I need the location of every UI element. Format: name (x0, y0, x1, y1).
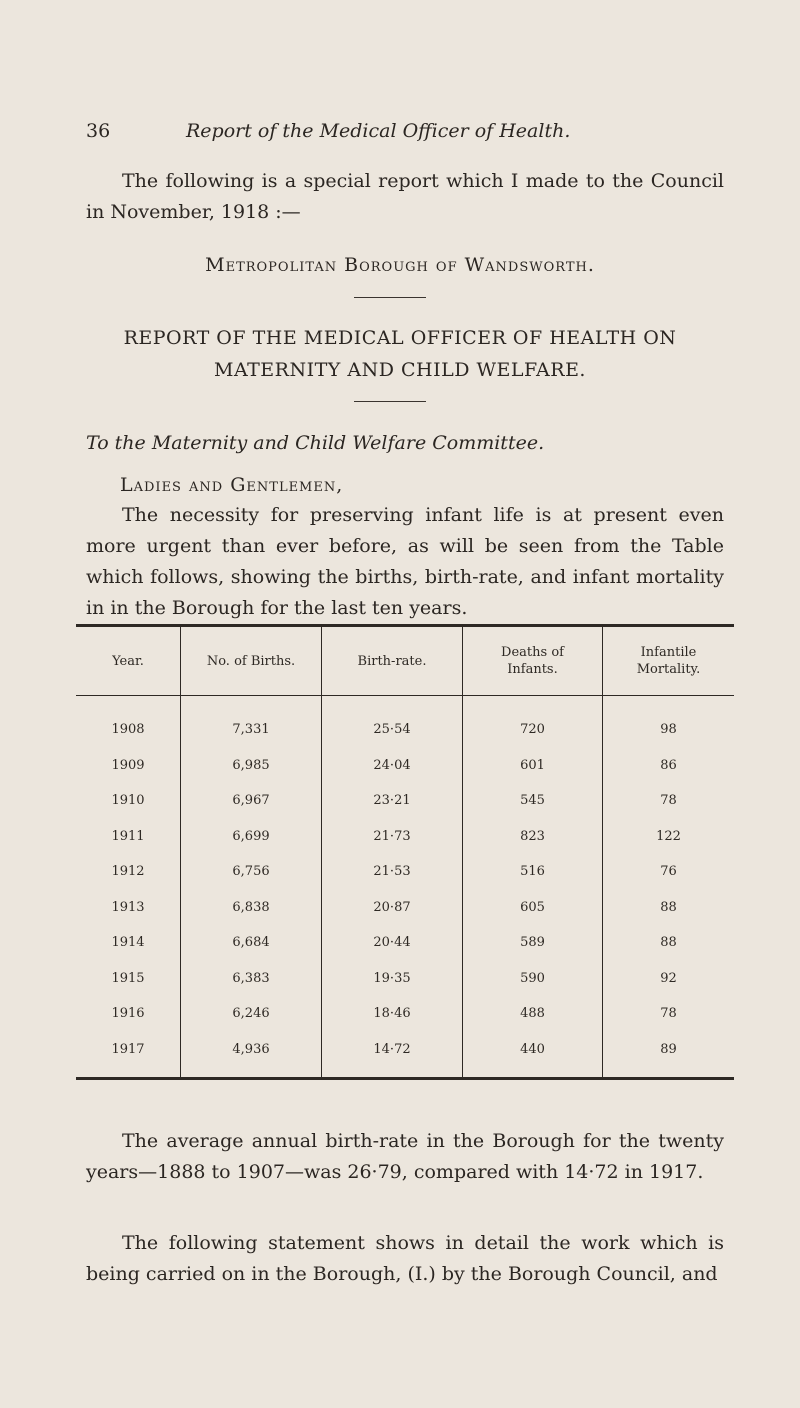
cell-deaths: 605 (463, 890, 603, 926)
running-title: Report of the Medical Officer of Health. (186, 120, 571, 142)
divider-1 (354, 297, 426, 298)
cell-mortality: 88 (603, 925, 735, 961)
cell-mortality: 76 (603, 854, 735, 890)
cell-year: 1917 (111, 1041, 145, 1057)
body-paragraph: The necessity for preserving infant life is at present even more urgent than ever before, as will be seen from the Table which follows, showing the births, birth-rate, and infant mortality in in the Borough for the last ten years. (86, 504, 724, 619)
cell-mortality: 92 (603, 961, 735, 997)
page-header (86, 120, 570, 142)
closing-paragraph-1: The average annual birth-rate in the Borough for the twenty years—1888 to 1907—was 26·79, compared with 14·72 in 1917. (86, 1130, 724, 1183)
cell-deaths: 590 (463, 961, 603, 997)
cell-births: 6,684 (181, 925, 322, 961)
cell-births: 6,246 (181, 996, 322, 1032)
cell-birthrate: 21·73 (322, 819, 463, 855)
addressee: To the Maternity and Child Welfare Committee. (86, 432, 545, 454)
borough-name: Metropolitan Borough of Wandsworth. (205, 254, 595, 276)
divider-2 (354, 401, 426, 402)
cell-mortality: 122 (603, 819, 735, 855)
cell-deaths: 545 (463, 783, 603, 819)
table-row (76, 961, 734, 997)
cell-mortality: 98 (603, 696, 735, 748)
cell-births: 6,756 (181, 854, 322, 890)
salutation: Ladies and Gentlemen, (120, 474, 344, 496)
cell-mortality: 86 (603, 748, 735, 784)
intro-paragraph: The following is a special report which I made to the Council in November, 1918 :— (86, 170, 724, 223)
col-year-header: Year. (76, 627, 181, 696)
cell-year: 1914 (111, 935, 145, 951)
cell-birthrate: 18·46 (322, 996, 463, 1032)
col-deaths-header: Deaths of Infants. (463, 627, 603, 696)
cell-deaths: 488 (463, 996, 603, 1032)
table-row (76, 925, 734, 961)
cell-births: 6,967 (181, 783, 322, 819)
cell-deaths: 601 (463, 748, 603, 784)
cell-birthrate: 14·72 (322, 1032, 463, 1079)
cell-year: 1912 (111, 864, 145, 880)
report-title-line-2: MATERNITY AND CHILD WELFARE. (214, 359, 586, 381)
cell-births: 6,383 (181, 961, 322, 997)
table-row (76, 748, 734, 784)
table-header-row (76, 627, 734, 696)
mortality-table (76, 624, 734, 1080)
cell-year: 1916 (111, 1006, 145, 1022)
col-mortality-header: Infantile Mortality. (603, 627, 735, 696)
table-row (76, 890, 734, 926)
closing-paragraph-2: The following statement shows in detail the work which is being carried on in the Borough, (I.) by the Borough Council, and (86, 1232, 724, 1285)
cell-birthrate: 25·54 (322, 696, 463, 748)
report-title-line-1: REPORT OF THE MEDICAL OFFICER OF HEALTH ON (123, 327, 677, 349)
cell-birthrate: 20·87 (322, 890, 463, 926)
cell-mortality: 78 (603, 783, 735, 819)
cell-births: 6,985 (181, 748, 322, 784)
cell-deaths: 720 (463, 696, 603, 748)
cell-year: 1910 (111, 793, 145, 809)
cell-mortality: 88 (603, 890, 735, 926)
cell-birthrate: 19·35 (322, 961, 463, 997)
cell-births: 7,331 (181, 696, 322, 748)
cell-mortality: 78 (603, 996, 735, 1032)
table-row (76, 783, 734, 819)
table-row (76, 819, 734, 855)
col-birthrate-header: Birth-rate. (322, 627, 463, 696)
page-number: 36 (86, 120, 111, 142)
cell-deaths: 823 (463, 819, 603, 855)
cell-year: 1909 (111, 757, 145, 773)
table-row (76, 996, 734, 1032)
cell-birthrate: 24·04 (322, 748, 463, 784)
cell-year: 1908 (111, 722, 145, 738)
table-row (76, 696, 734, 748)
cell-birthrate: 23·21 (322, 783, 463, 819)
cell-deaths: 516 (463, 854, 603, 890)
cell-births: 6,838 (181, 890, 322, 926)
cell-year: 1913 (111, 899, 145, 915)
cell-deaths: 589 (463, 925, 603, 961)
cell-deaths: 440 (463, 1032, 603, 1079)
table-row (76, 1032, 734, 1079)
cell-year: 1911 (111, 828, 145, 844)
cell-birthrate: 21·53 (322, 854, 463, 890)
col-births-header: No. of Births. (181, 627, 322, 696)
report-title (0, 322, 800, 386)
cell-births: 6,699 (181, 819, 322, 855)
cell-birthrate: 20·44 (322, 925, 463, 961)
cell-mortality: 89 (603, 1032, 735, 1079)
cell-births: 4,936 (181, 1032, 322, 1079)
cell-year: 1915 (111, 970, 145, 986)
table-row (76, 854, 734, 890)
